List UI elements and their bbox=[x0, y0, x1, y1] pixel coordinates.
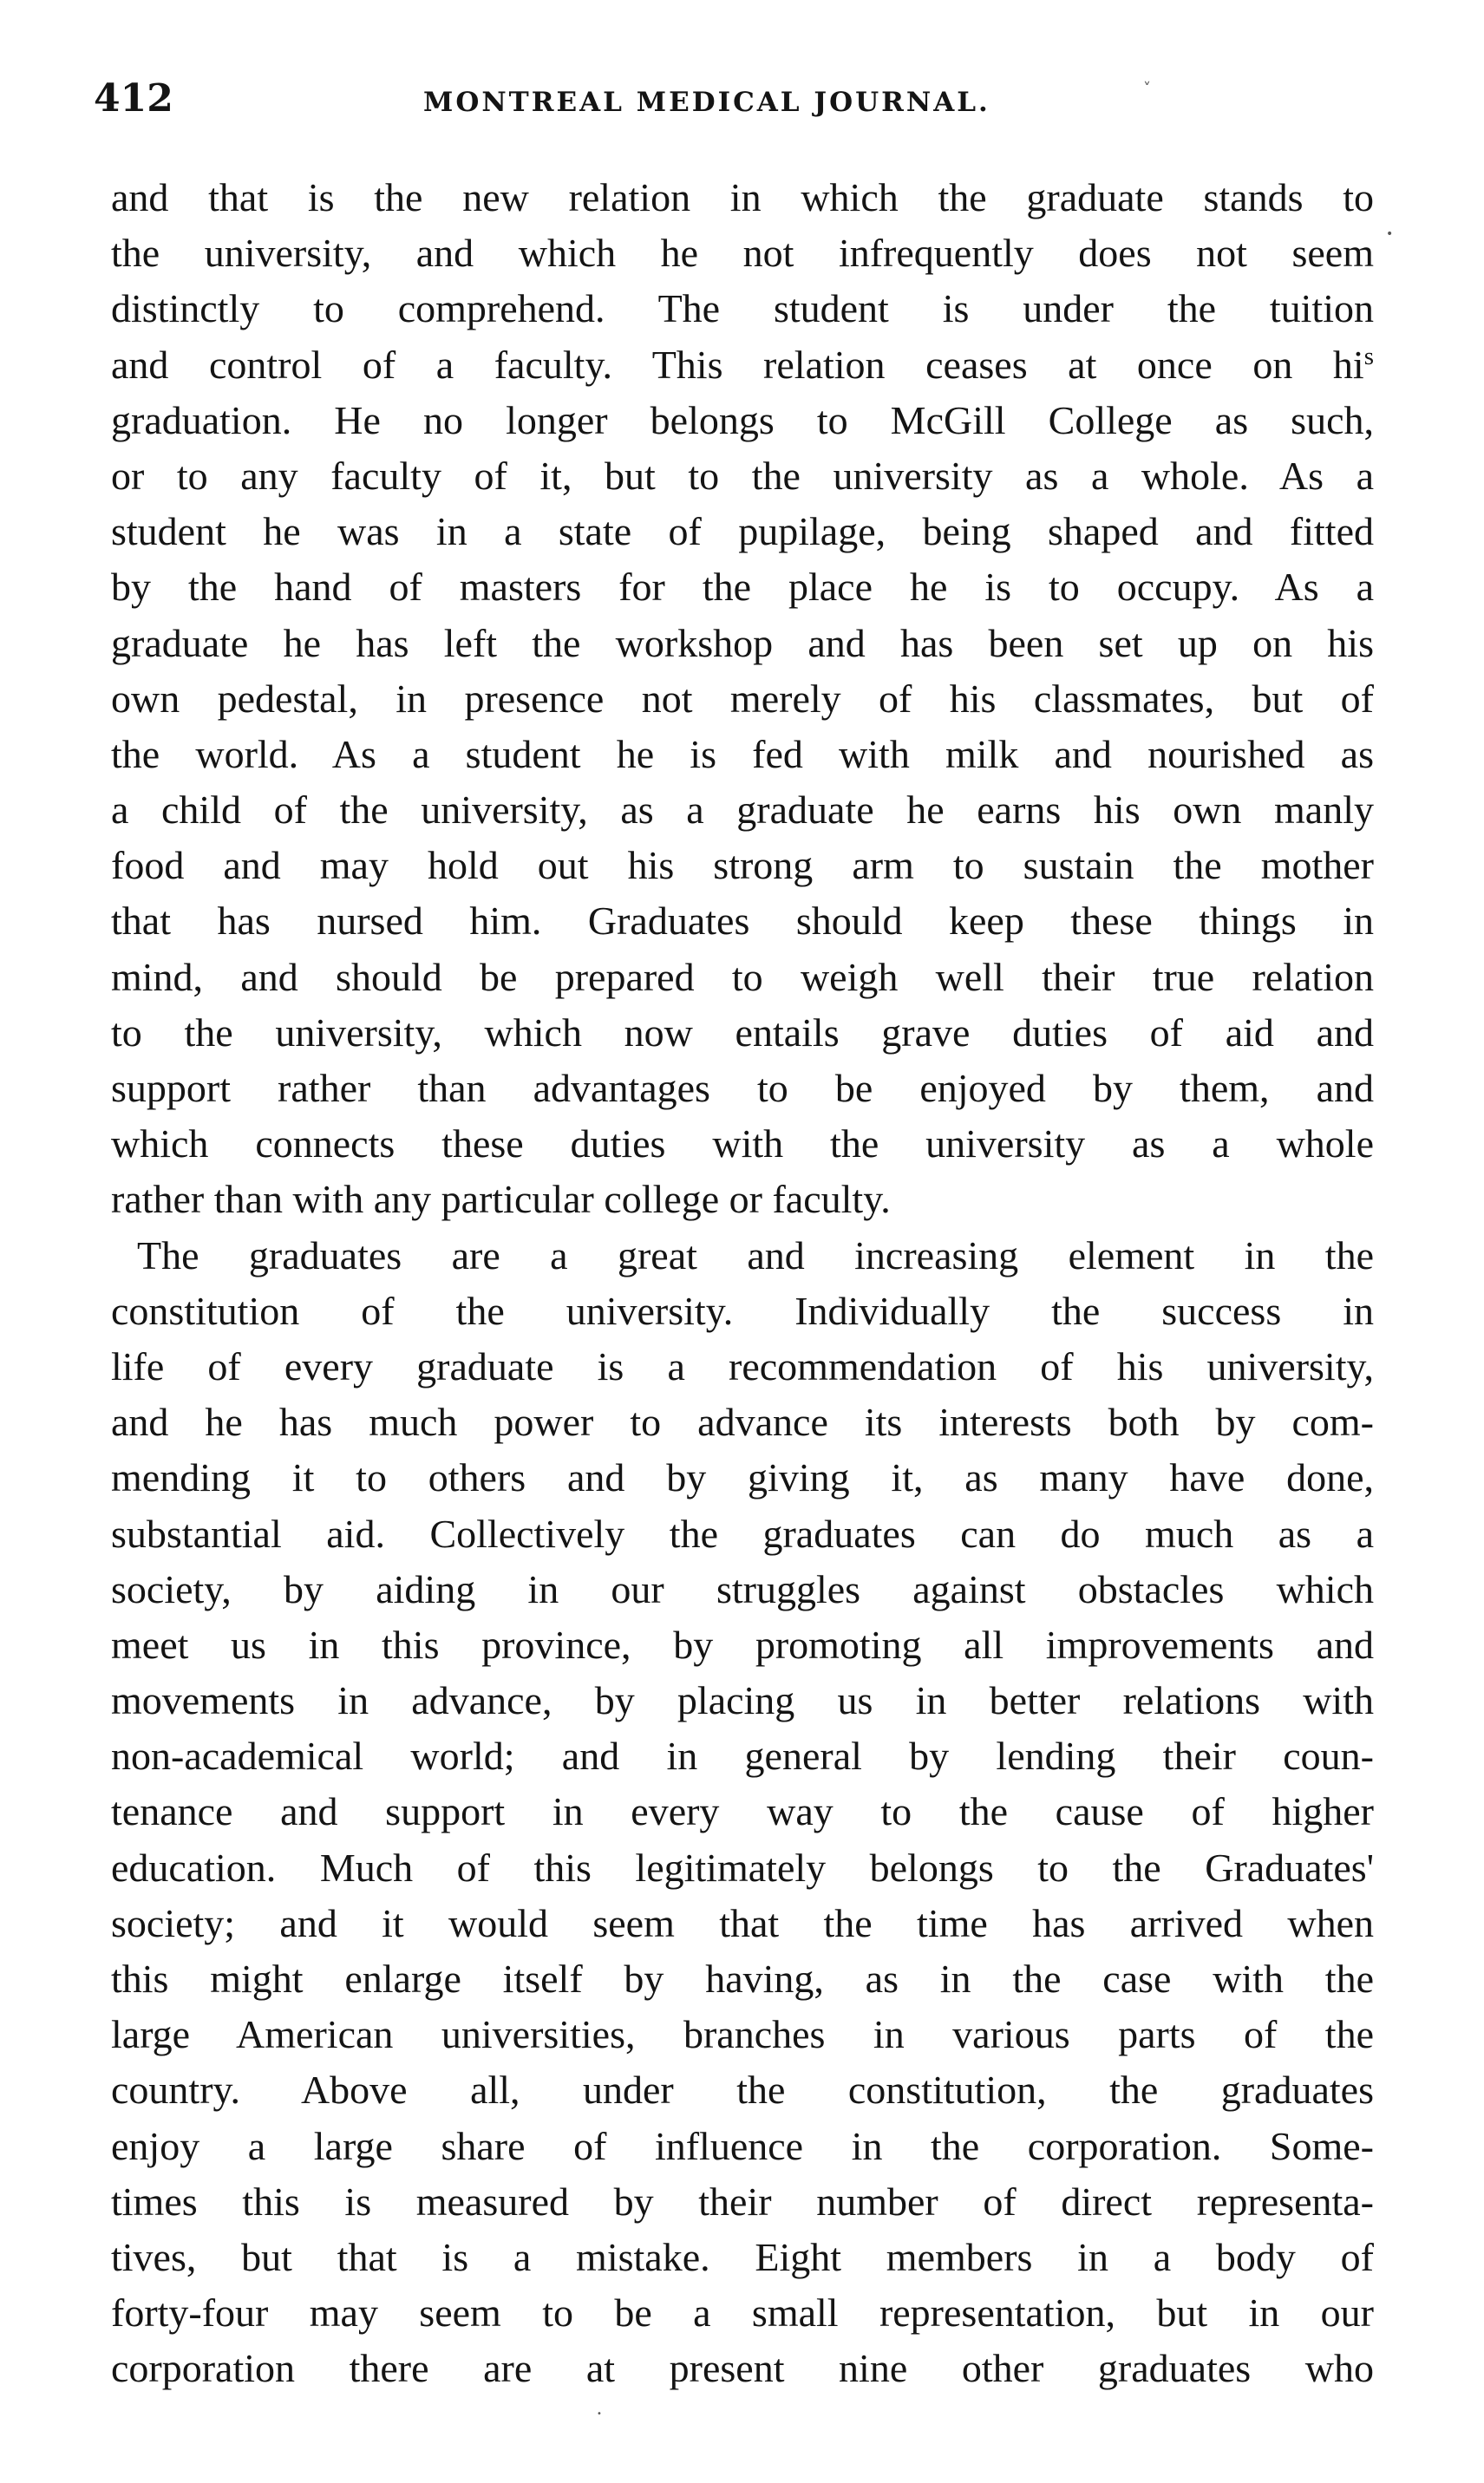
text-line: a child of the university, as a graduate he earns his own manly bbox=[111, 787, 1374, 833]
text-line: life of every graduate is a recommendation of his university, bbox=[111, 1343, 1374, 1389]
text-line: substantial aid. Collectively the graduates can do much as a bbox=[111, 1511, 1374, 1556]
text-line: support rather than advantages to be enjoyed by them, and bbox=[111, 1066, 1374, 1110]
text-line: large American universities, branches in various parts of the bbox=[111, 2012, 1374, 2057]
text-line: constitution of the university. Individually the success in bbox=[111, 1288, 1374, 1333]
text-line: student he was in a state of pupilage, being shaped and fitted bbox=[111, 509, 1374, 554]
print-speck-mark: • bbox=[597, 2409, 602, 2419]
text-line: enjoy a large share of influence in the corporation. Some- bbox=[111, 2123, 1374, 2168]
text-line: and that is the new relation in which the graduate stands to bbox=[111, 175, 1374, 219]
text-line: meet us in this province, by promoting all improvements and bbox=[111, 1622, 1374, 1667]
text-line: this might enlarge itself by having, as in the case with the bbox=[111, 1957, 1374, 2001]
text-line: society, by aiding in our struggles against obstacles which bbox=[111, 1566, 1374, 1611]
text-line: tenance and support in every way to the cause of higher bbox=[111, 1789, 1374, 1834]
text-line: mind, and should be prepared to weigh well their true relation bbox=[111, 954, 1374, 999]
text-line: and control of a faculty. This relation ceases at once on $hi^s$ bbox=[111, 342, 1374, 387]
text-line: country. Above all, under the constitution, the graduates bbox=[111, 2068, 1374, 2113]
text-line: tives, but that is a mistake. Eight members in a body of bbox=[111, 2234, 1374, 2279]
text-line: graduate he has left the workshop and has been set up on his bbox=[111, 620, 1374, 665]
text-line: forty-four may seem to be a small representation, but in our bbox=[111, 2290, 1374, 2336]
text-line: times this is measured by their number of direct representa- bbox=[111, 2179, 1374, 2224]
text-line: corporation there are at present nine other graduates who bbox=[111, 2346, 1374, 2391]
text-line: mending it to others and by giving it, as many have done, bbox=[111, 1455, 1374, 1500]
text-line: society; and it would seem that the time has arrived when bbox=[111, 1900, 1374, 1945]
body-text bbox=[111, 170, 1374, 2397]
text-line: movements in advance, by placing us in better relations with bbox=[111, 1678, 1374, 1723]
text-line: which connects these duties with the university as a whole bbox=[111, 1121, 1374, 1166]
text-line: education. Much of this legitimately belongs to the Graduates' bbox=[111, 1845, 1374, 1890]
text-line: own pedestal, in presence not merely of his classmates, but of bbox=[111, 676, 1374, 721]
running-head: MONTREAL MEDICAL JOURNAL. bbox=[423, 87, 990, 118]
text-line: to the university, which now entails grave duties of aid and bbox=[111, 1010, 1374, 1055]
text-line: distinctly to comprehend. The student is under the tuition bbox=[111, 286, 1374, 331]
text-line: rather than with any particular college or faculty. bbox=[111, 1177, 891, 1222]
text-line: the world. As a student he is fed with milk and nourished as bbox=[111, 731, 1374, 776]
print-speck-mark: ˅ bbox=[1143, 80, 1151, 98]
text-line: graduation. He no longer belongs to McGill College as such, bbox=[111, 397, 1374, 442]
text-line: by the hand of masters for the place he is to occupy. As a bbox=[111, 565, 1374, 610]
page-number: 412 bbox=[94, 76, 173, 121]
text-line: that has nursed him. Graduates should keep these things in bbox=[111, 898, 1374, 944]
text-line: the university, and which he not infrequently does not seem bbox=[111, 231, 1374, 276]
text-line: and he has much power to advance its interests both by com- bbox=[111, 1400, 1374, 1445]
print-speck-mark: • bbox=[1386, 227, 1394, 241]
text-line: food and may hold out his strong arm to sustain the mother bbox=[111, 843, 1374, 888]
text-line: The graduates are a great and increasing element in the bbox=[137, 1232, 1374, 1277]
text-line: non-academical world; and in general by lending their coun- bbox=[111, 1734, 1374, 1779]
superscript-letter: s bbox=[1363, 342, 1374, 370]
page-header bbox=[94, 73, 1377, 125]
text-line: or to any faculty of it, but to the university as a whole. As a bbox=[111, 453, 1374, 498]
